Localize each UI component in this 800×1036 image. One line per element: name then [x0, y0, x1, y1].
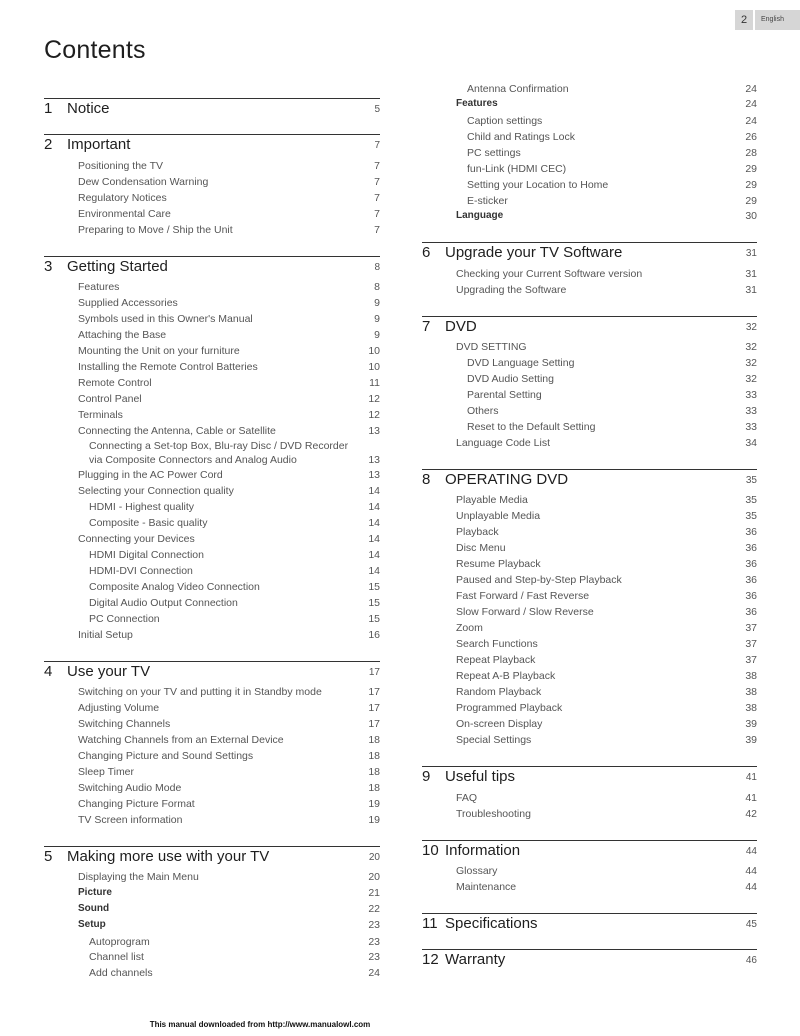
toc-entry: [456, 268, 757, 282]
toc-section-2: [44, 134, 380, 152]
toc-entry: [78, 702, 380, 716]
toc-section-number: 3: [44, 258, 53, 275]
toc-entry-page: 14: [368, 533, 380, 545]
toc-entry-page: 7: [374, 224, 380, 236]
toc-entry: [467, 405, 757, 419]
toc-entry: [78, 345, 380, 359]
toc-entry-page: 22: [368, 903, 380, 915]
toc-entry-title: FAQ: [456, 792, 478, 804]
toc-entry-page: 28: [745, 147, 757, 159]
toc-entry: [78, 798, 380, 812]
toc-entry: [78, 160, 380, 174]
toc-entry-title: Connecting the Antenna, Cable or Satellite: [78, 425, 276, 437]
toc-entry-title: Mounting the Unit on your furniture: [78, 345, 240, 357]
toc-entry: [78, 176, 380, 190]
toc-entry: [78, 224, 380, 238]
toc-entry: [456, 638, 757, 652]
toc-entry-page: 41: [745, 792, 757, 804]
toc-entry-title: Displaying the Main Menu: [78, 871, 199, 883]
toc-section-number: 7: [422, 318, 431, 335]
toc-entry: [456, 654, 757, 668]
toc-entry-page: 36: [745, 574, 757, 586]
toc-entry-title: Remote Control: [78, 377, 152, 389]
toc-entry-title: Others: [467, 405, 499, 417]
toc-section-title: Useful tips: [445, 768, 516, 785]
toc-entry-page: 29: [745, 163, 757, 175]
toc-entry-page: 16: [368, 629, 380, 641]
toc-entry-title: Attaching the Base: [78, 329, 167, 341]
toc-entry-title: HDMI - Highest quality: [89, 501, 195, 513]
page-badge: [735, 10, 800, 30]
toc-entry: [467, 195, 757, 209]
toc-entry: [78, 297, 380, 311]
toc-entry-page: 36: [745, 590, 757, 602]
toc-entry: [78, 469, 380, 483]
toc-entry-page: 39: [745, 718, 757, 730]
toc-entry-page: 35: [745, 494, 757, 506]
toc-entry-page: 30: [745, 210, 757, 222]
toc-entry-title: Glossary: [456, 865, 498, 877]
toc-section-page: 44: [745, 846, 757, 857]
toc-entry-title: Repeat A-B Playback: [456, 670, 556, 682]
toc-entry-title: Programmed Playback: [456, 702, 563, 714]
toc-entry-page: 33: [745, 421, 757, 433]
toc-entry-title: PC Connection: [89, 613, 160, 625]
toc-entry: [78, 208, 380, 222]
toc-entry-page: 36: [745, 542, 757, 554]
toc-entry-page: 8: [374, 281, 380, 293]
toc-entry: [89, 440, 380, 468]
toc-entry-page: 14: [368, 517, 380, 529]
toc-entry: [456, 558, 757, 572]
toc-section-number: 1: [44, 100, 53, 117]
toc-entry-page: 10: [368, 361, 380, 373]
toc-entry-page: 29: [745, 179, 757, 191]
toc-entry-page: 11: [369, 377, 380, 389]
toc-entry-page: 10: [368, 345, 380, 357]
toc-section-title: DVD: [445, 318, 477, 335]
toc-entry: [456, 437, 757, 451]
toc-entry-page: 44: [745, 881, 757, 893]
toc-entry: [78, 393, 380, 407]
toc-entry-title: Composite Analog Video Connection: [89, 581, 260, 593]
toc-entry-title: Zoom: [456, 622, 483, 634]
toc-entry-page: 14: [368, 485, 380, 497]
toc-entry-title: Dew Condensation Warning: [78, 176, 209, 188]
toc-section-title: Warranty: [445, 951, 506, 968]
toc-entry-title: Connecting your Devices: [78, 533, 195, 545]
toc-entry-page: 31: [745, 268, 757, 280]
toc-section-5: [44, 846, 380, 864]
toc-section-page: 32: [745, 322, 757, 333]
toc-section-7: [422, 316, 757, 334]
toc-section-6: [422, 242, 757, 260]
toc-entry-title: Positioning the TV: [78, 160, 164, 172]
toc-entry-page: 19: [368, 814, 380, 826]
toc-entry: [456, 526, 757, 540]
toc-section-page: 41: [745, 772, 757, 783]
toc-entry: [467, 389, 757, 403]
toc-entry: [456, 606, 757, 620]
toc-entry-title: Unplayable Media: [456, 510, 541, 522]
toc-entry-title: DVD Language Setting: [467, 357, 575, 369]
toc-entry-title-line2: via Composite Connectors and Analog Audio: [89, 454, 297, 466]
toc-entry: [78, 887, 380, 901]
toc-section-title: Important: [67, 136, 131, 153]
toc-section-number: 6: [422, 244, 431, 261]
toc-entry-title: HDMI-DVI Connection: [89, 565, 193, 577]
toc-entry: [467, 83, 757, 97]
toc-entry-page: 7: [374, 208, 380, 220]
toc-entry-title: Selecting your Connection quality: [78, 485, 234, 497]
toc-entry-page: 32: [745, 357, 757, 369]
toc-entry-title: Repeat Playback: [456, 654, 536, 666]
toc-entry-page: 17: [368, 686, 380, 698]
toc-entry: [456, 718, 757, 732]
toc-entry-title: Switching on your TV and putting it in Standby mode: [78, 686, 322, 698]
toc-section-page: 17: [368, 667, 380, 678]
toc-section-title: Getting Started: [67, 258, 168, 275]
toc-entry: [89, 549, 380, 563]
toc-entry: [456, 670, 757, 684]
toc-entry: [89, 597, 380, 611]
toc-section-page: 20: [368, 852, 380, 863]
toc-entry-title: Upgrading the Software: [456, 284, 567, 296]
toc-entry-title: Preparing to Move / Ship the Unit: [78, 224, 233, 236]
toc-entry-title: Caption settings: [467, 115, 543, 127]
toc-section-title: Specifications: [445, 915, 538, 932]
toc-entry-title: Setup: [78, 919, 106, 930]
toc-entry-page: 38: [745, 702, 757, 714]
toc-entry: [89, 517, 380, 531]
toc-entry-title: Features: [456, 98, 498, 109]
toc-entry: [89, 565, 380, 579]
toc-entry-title: Antenna Confirmation: [467, 83, 569, 95]
toc-section-number: 2: [44, 136, 53, 153]
toc-entry: [467, 147, 757, 161]
toc-section-9: [422, 766, 757, 784]
toc-entry-page: 9: [374, 297, 380, 309]
toc-entry: [78, 329, 380, 343]
toc-section-number: 4: [44, 663, 53, 680]
toc-entry-page: 23: [368, 951, 380, 963]
toc-entry-title: Watching Channels from an External Device: [78, 734, 284, 746]
toc-section-page: 35: [745, 475, 757, 486]
toc-entry-title: Symbols used in this Owner's Manual: [78, 313, 253, 325]
toc-entry: [467, 179, 757, 193]
toc-entry: [467, 373, 757, 387]
page-title: Contents: [44, 36, 146, 64]
toc-entry-page: 35: [745, 510, 757, 522]
toc-section-number: 9: [422, 768, 431, 785]
toc-entry-page: 7: [374, 192, 380, 204]
toc-entry: [456, 210, 757, 224]
toc-entry-page: 13: [368, 425, 380, 437]
toc-entry-title: Adjusting Volume: [78, 702, 160, 714]
toc-entry: [467, 131, 757, 145]
toc-entry-title: Supplied Accessories: [78, 297, 178, 309]
toc-entry-title: fun-Link (HDMI CEC): [467, 163, 567, 175]
toc-entry-title: Regulatory Notices: [78, 192, 167, 204]
toc-entry-page: 7: [374, 160, 380, 172]
toc-section-number: 12: [422, 951, 439, 968]
toc-entry-page: 14: [368, 549, 380, 561]
toc-entry-page: 36: [745, 526, 757, 538]
toc-entry: [456, 574, 757, 588]
toc-entry: [78, 766, 380, 780]
toc-entry-page: 18: [368, 766, 380, 778]
toc-entry: [89, 967, 380, 981]
toc-entry-title: Autoprogram: [89, 936, 150, 948]
toc-entry: [467, 421, 757, 435]
toc-entry-page: 17: [368, 702, 380, 714]
toc-entry: [456, 590, 757, 604]
toc-entry-title: Environmental Care: [78, 208, 171, 220]
toc-entry-title: Sound: [78, 903, 110, 914]
toc-entry-page: 32: [745, 373, 757, 385]
toc-entry-title: Random Playback: [456, 686, 542, 698]
toc-entry-title: Add channels: [89, 967, 153, 979]
toc-entry-title: Search Functions: [456, 638, 538, 650]
toc-entry-page: 38: [745, 686, 757, 698]
toc-entry-page: 21: [368, 887, 380, 899]
toc-entry: [467, 357, 757, 371]
toc-entry-title: Reset to the Default Setting: [467, 421, 596, 433]
toc-entry: [78, 734, 380, 748]
toc-entry-page: 33: [745, 389, 757, 401]
toc-entry-title: Checking your Current Software version: [456, 268, 643, 280]
toc-entry: [78, 409, 380, 423]
toc-entry-title: Playback: [456, 526, 499, 538]
toc-entry-title: On-screen Display: [456, 718, 543, 730]
toc-entry: [78, 361, 380, 375]
footer-download-note: This manual downloaded from http://www.manualowl.com: [149, 1020, 371, 1029]
toc-entry-title: Plugging in the AC Power Cord: [78, 469, 223, 481]
toc-section-number: 11: [422, 915, 438, 932]
toc-entry: [89, 936, 380, 950]
toc-entry: [89, 581, 380, 595]
toc-entry-title: Child and Ratings Lock: [467, 131, 575, 143]
toc-entry: [456, 98, 757, 112]
toc-entry-page: 37: [745, 622, 757, 634]
toc-entry-page: 7: [374, 176, 380, 188]
toc-entry-title: Picture: [78, 887, 112, 898]
toc-entry-title: PC settings: [467, 147, 521, 159]
toc-entry: [89, 501, 380, 515]
toc-entry-page: 42: [745, 808, 757, 820]
toc-entry-title: Fast Forward / Fast Reverse: [456, 590, 590, 602]
toc-entry-page: 24: [745, 98, 757, 110]
toc-entry-page: 36: [745, 606, 757, 618]
toc-entry: [78, 629, 380, 643]
toc-entry-page: 34: [745, 437, 757, 449]
toc-entry-title: Initial Setup: [78, 629, 133, 641]
toc-entry-page: 29: [745, 195, 757, 207]
toc-entry: [78, 313, 380, 327]
toc-entry-title: Maintenance: [456, 881, 517, 893]
toc-entry-title: Paused and Step-by-Step Playback: [456, 574, 622, 586]
toc-section-title: Upgrade your TV Software: [445, 244, 623, 261]
toc-entry-title: Connecting a Set-top Box, Blu-ray Disc / DVD Recorder: [89, 440, 349, 452]
toc-entry-title: Changing Picture Format: [78, 798, 195, 810]
toc-entry-page: 32: [745, 341, 757, 353]
toc-section-page: 8: [374, 262, 380, 273]
toc-entry: [456, 542, 757, 556]
toc-entry-title: Sleep Timer: [78, 766, 135, 778]
toc-entry-title: Special Settings: [456, 734, 532, 746]
toc-entry-page: 19: [368, 798, 380, 810]
toc-entry-title: Digital Audio Output Connection: [89, 597, 238, 609]
toc-entry: [89, 951, 380, 965]
toc-entry: [456, 284, 757, 298]
toc-section-12: [422, 949, 757, 967]
toc-entry-title: Control Panel: [78, 393, 142, 405]
toc-entry-page: 17: [368, 718, 380, 730]
toc-section-11: [422, 913, 757, 931]
toc-entry-page: 15: [368, 597, 380, 609]
toc-entry-title: DVD SETTING: [456, 341, 527, 353]
toc-section-page: 5: [374, 104, 380, 115]
toc-entry-page: 23: [368, 919, 380, 931]
page-number: 2: [735, 10, 753, 30]
toc-entry-page: 15: [368, 581, 380, 593]
toc-entry-page: 9: [374, 313, 380, 325]
toc-entry-page: 36: [745, 558, 757, 570]
toc-entry-page: 37: [745, 638, 757, 650]
toc-entry-title: TV Screen information: [78, 814, 183, 826]
toc-entry: [78, 750, 380, 764]
toc-entry-title: Changing Picture and Sound Settings: [78, 750, 254, 762]
toc-entry-title: E-sticker: [467, 195, 508, 207]
toc-entry-title: Slow Forward / Slow Reverse: [456, 606, 594, 618]
toc-entry: [456, 341, 757, 355]
toc-entry: [78, 377, 380, 391]
toc-entry: [467, 163, 757, 177]
toc-entry-page: 38: [745, 670, 757, 682]
toc-entry-title: Switching Audio Mode: [78, 782, 182, 794]
toc-entry: [467, 115, 757, 129]
toc-section-title: Notice: [67, 100, 110, 117]
toc-entry-page: 37: [745, 654, 757, 666]
toc-section-1: [44, 98, 380, 116]
toc-entry-page: 24: [368, 967, 380, 979]
toc-entry-page: 23: [368, 936, 380, 948]
toc-entry-title: Language: [456, 210, 504, 221]
toc-entry-title: Switching Channels: [78, 718, 171, 730]
toc-entry: [456, 494, 757, 508]
toc-entry-page: 14: [368, 501, 380, 513]
toc-entry: [78, 871, 380, 885]
toc-entry-page: 18: [368, 734, 380, 746]
toc-entry: [78, 718, 380, 732]
toc-entry-page: 24: [745, 83, 757, 95]
toc-entry: [456, 734, 757, 748]
toc-entry-page: 13: [368, 454, 380, 466]
toc-section-title: Use your TV: [67, 663, 151, 680]
toc-entry-title: Parental Setting: [467, 389, 542, 401]
toc-entry: [78, 686, 380, 700]
language-label: English: [755, 10, 800, 30]
toc-entry-page: 12: [368, 393, 380, 405]
toc-entry-page: 13: [368, 469, 380, 481]
toc-entry-title: Language Code List: [456, 437, 550, 449]
toc-entry: [78, 485, 380, 499]
toc-entry: [78, 814, 380, 828]
toc-entry-page: 18: [368, 782, 380, 794]
toc-section-page: 45: [745, 919, 757, 930]
toc-entry-title: Playable Media: [456, 494, 528, 506]
toc-entry-page: 39: [745, 734, 757, 746]
toc-section-4: [44, 661, 380, 679]
toc-entry: [78, 919, 380, 933]
toc-entry-page: 12: [368, 409, 380, 421]
toc-entry-page: 33: [745, 405, 757, 417]
toc-section-number: 5: [44, 848, 53, 865]
toc-entry-page: 14: [368, 565, 380, 577]
toc-entry: [78, 281, 380, 295]
toc-entry: [456, 510, 757, 524]
toc-section-page: 31: [745, 248, 757, 259]
toc-entry-page: 18: [368, 750, 380, 762]
toc-entry-title: Disc Menu: [456, 542, 506, 554]
toc-entry: [78, 192, 380, 206]
toc-entry-title: Setting your Location to Home: [467, 179, 609, 191]
toc-entry: [78, 425, 380, 439]
toc-entry-title: Troubleshooting: [456, 808, 531, 820]
toc-entry-title: Resume Playback: [456, 558, 541, 570]
toc-entry: [78, 533, 380, 547]
toc-entry-page: 44: [745, 865, 757, 877]
toc-section-page: 7: [374, 140, 380, 151]
toc-entry-title: Channel list: [89, 951, 144, 963]
toc-entry-page: 20: [368, 871, 380, 883]
toc-section-8: [422, 469, 757, 487]
toc-entry-page: 31: [745, 284, 757, 296]
toc-entry-page: 15: [368, 613, 380, 625]
toc-section-3: [44, 256, 380, 274]
toc-section-title: Information: [445, 842, 521, 859]
toc-entry-page: 9: [374, 329, 380, 341]
toc-entry: [456, 808, 757, 822]
toc-entry: [456, 881, 757, 895]
toc-entry-page: 24: [745, 115, 757, 127]
toc-section-number: 8: [422, 471, 431, 488]
toc-entry-title: HDMI Digital Connection: [89, 549, 204, 561]
toc-entry: [89, 613, 380, 627]
toc-entry: [456, 686, 757, 700]
toc-entry: [456, 865, 757, 879]
toc-entry-title: Installing the Remote Control Batteries: [78, 361, 258, 373]
toc-entry: [456, 622, 757, 636]
toc-entry-title: Features: [78, 281, 120, 293]
toc-entry-title: DVD Audio Setting: [467, 373, 554, 385]
toc-entry: [78, 903, 380, 917]
toc-section-number: 10: [422, 842, 439, 859]
toc-entry: [78, 782, 380, 796]
toc-entry: [456, 702, 757, 716]
toc-entry-page: 26: [745, 131, 757, 143]
toc-entry-title: Composite - Basic quality: [89, 517, 208, 529]
toc-section-page: 46: [745, 955, 757, 966]
toc-entry-title: Terminals: [78, 409, 123, 421]
toc-section-title: Making more use with your TV: [67, 848, 270, 865]
toc-entry: [456, 792, 757, 806]
toc-section-title: OPERATING DVD: [445, 471, 569, 488]
toc-section-10: [422, 840, 757, 858]
